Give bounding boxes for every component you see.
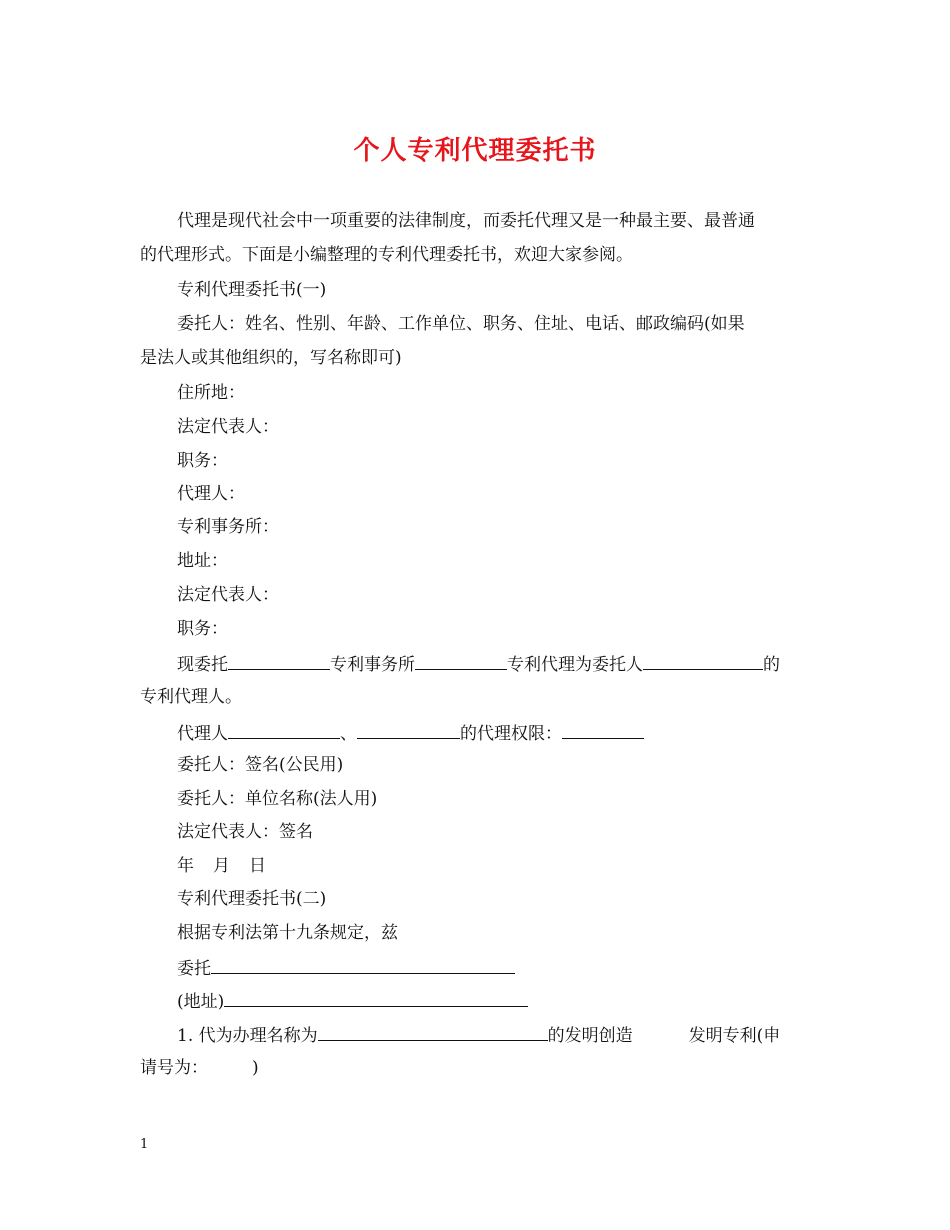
intro-paragraph-line-1 <box>177 211 810 231</box>
blank-agent-1 <box>228 721 340 739</box>
date-year: 年 <box>177 856 194 876</box>
agent-scope-text-1: 代理人 <box>177 724 228 744</box>
agent-label: 代理人： <box>177 484 245 504</box>
principal-text-1: 委托人：姓名、性别、年龄、工作单位、职务、住址、电话、邮政编码(如果 <box>177 314 745 334</box>
legal-rep-label-2: 法定代表人： <box>177 585 279 605</box>
blank-address <box>224 989 528 1007</box>
entrust-text-4: 的 <box>763 655 780 675</box>
page-number: 1 <box>140 1137 149 1152</box>
date-line <box>177 856 266 876</box>
item-1-text-3: 发明专利(申 <box>688 1026 781 1046</box>
principal-line-1 <box>177 314 810 334</box>
blank-agent-name <box>415 652 507 670</box>
entrust-text-1: 现委托 <box>177 655 228 675</box>
address-label: 地址： <box>177 551 228 571</box>
blank-agent-2 <box>357 721 460 739</box>
legal-rep-label-1: 法定代表人： <box>177 417 279 437</box>
item-1-line-2 <box>140 1058 259 1078</box>
intro-text-1: 代理是现代社会中一项重要的法律制度，而委托代理又是一种最主要、最普通 <box>177 211 755 231</box>
entrust-line-1 <box>177 652 780 675</box>
section-2-entrust-line <box>177 956 515 979</box>
sign-entity: 委托人：单位名称(法人用) <box>177 789 378 809</box>
item-1-text-4: 请号为： <box>140 1058 208 1078</box>
item-1-text-2: 的发明创造 <box>547 1026 633 1046</box>
item-1-text-1: 1. 代为办理名称为 <box>177 1026 318 1046</box>
agent-scope-text-2: 、 <box>340 724 357 744</box>
position-label-1: 职务： <box>177 451 228 471</box>
residence-label: 住所地： <box>177 383 245 403</box>
document-title: 个人专利代理委托书 <box>353 136 597 166</box>
agent-scope-line <box>177 721 644 744</box>
item-1-text-5: ) <box>252 1058 259 1078</box>
blank-office-name <box>228 652 330 670</box>
blank-authority <box>562 721 644 739</box>
entrust-text-2: 专利事务所 <box>330 655 415 675</box>
entrust-line-2: 专利代理人。 <box>140 687 242 707</box>
date-day: 日 <box>249 856 266 876</box>
sign-legal-rep: 法定代表人：签名 <box>177 822 313 842</box>
agent-scope-text-3: 的代理权限： <box>460 724 562 744</box>
item-1-line-1 <box>177 1023 810 1046</box>
principal-line-2: 是法人或其他组织的，写名称即可) <box>140 348 402 368</box>
section-2-heading: 专利代理委托书(二) <box>177 889 327 909</box>
section-2-address-text: (地址) <box>177 992 225 1012</box>
section-2-address-line <box>177 989 528 1012</box>
section-2-basis: 根据专利法第十九条规定，兹 <box>177 923 398 943</box>
blank-entrustee <box>211 956 515 974</box>
sign-citizen: 委托人：签名(公民用) <box>177 755 344 775</box>
blank-principal-name <box>643 652 763 670</box>
position-label-2: 职务： <box>177 619 228 639</box>
blank-invention-name <box>318 1023 548 1041</box>
intro-paragraph-line-2: 的代理形式。下面是小编整理的专利代理委托书，欢迎大家参阅。 <box>140 245 633 265</box>
date-month: 月 <box>213 856 230 876</box>
section-1-heading: 专利代理委托书(一) <box>177 280 327 300</box>
entrust-text-3: 专利代理为委托人 <box>507 655 643 675</box>
section-2-entrust-text: 委托 <box>177 959 211 979</box>
patent-office-label: 专利事务所： <box>177 517 279 537</box>
